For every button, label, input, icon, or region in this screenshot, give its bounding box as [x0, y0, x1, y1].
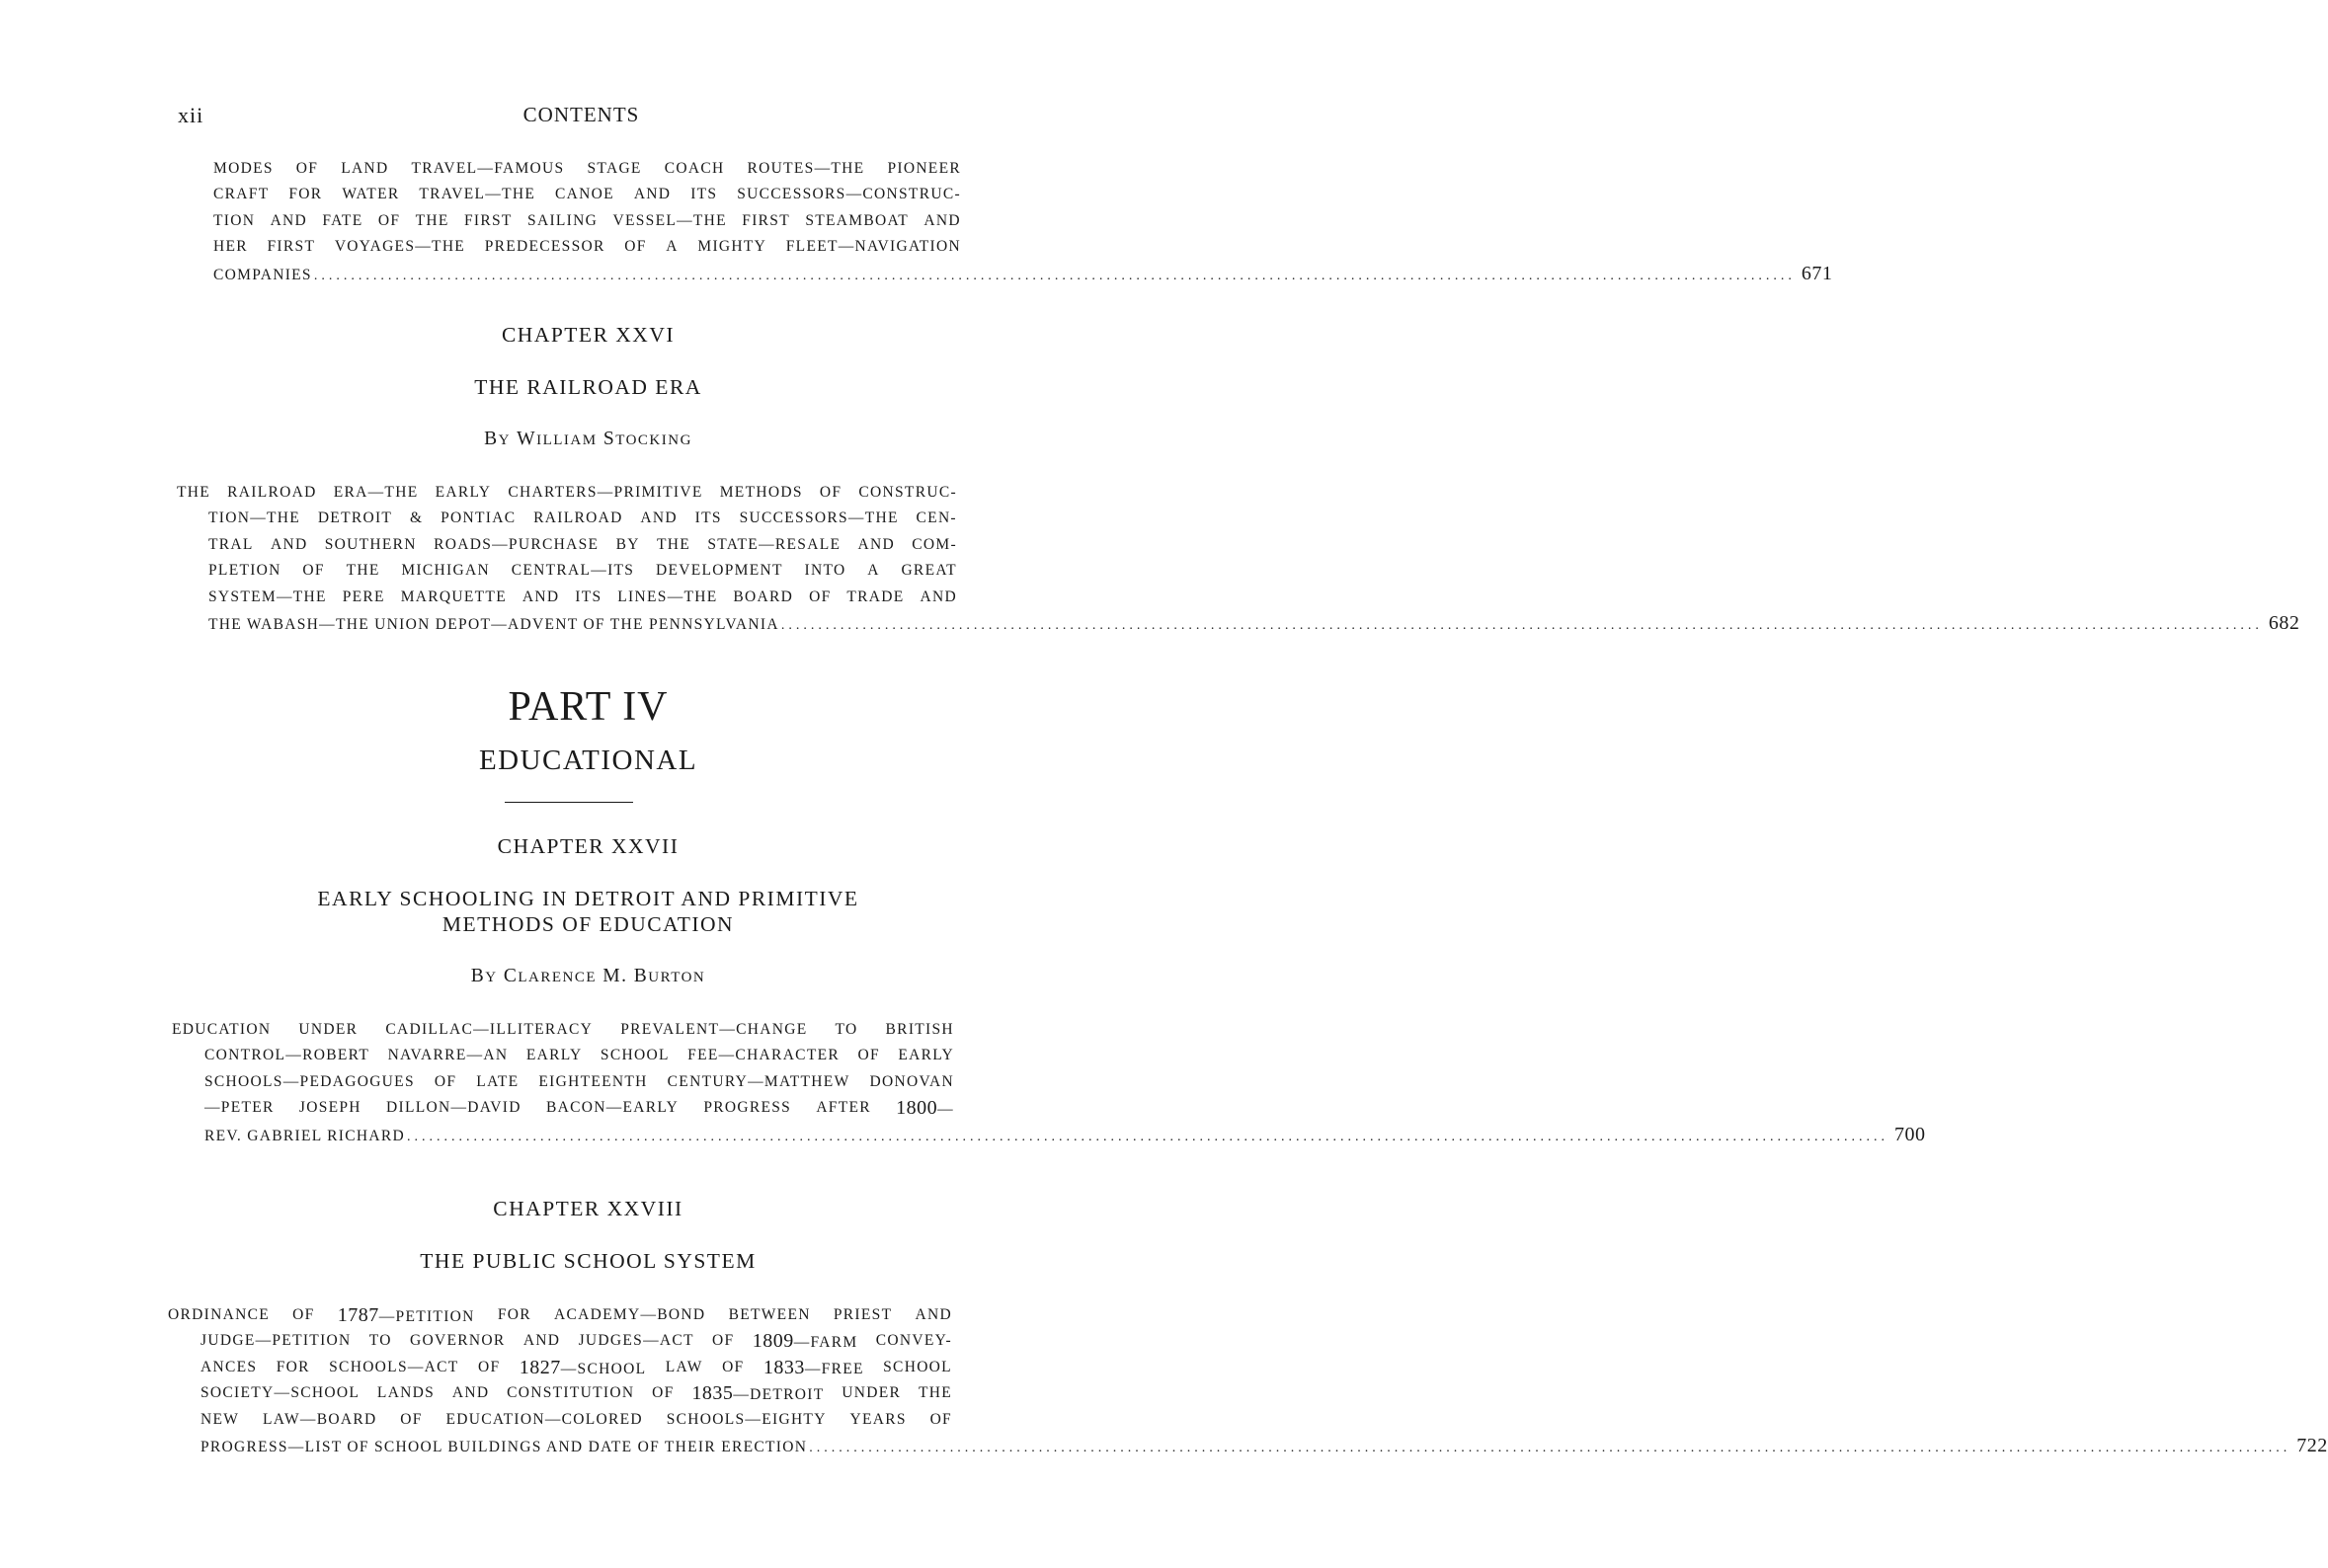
summary-word: CENTURY—MATTHEW [667, 1072, 850, 1090]
summary-word: SUCCESSORS—THE [739, 510, 899, 527]
summary-word: AND [522, 588, 560, 605]
summary-word: CONSTRUC- [858, 484, 957, 501]
leader-dots: ........................................................................................................................................................................................................ [809, 1440, 2291, 1455]
summary-word: FIRST [267, 238, 316, 256]
leader-dots: ........................................................................................................................................................................................................ [780, 617, 2263, 633]
summary-word: SOUTHERN [324, 535, 417, 553]
summary-last-text [201, 1435, 807, 1460]
chapter-xxviii-label: CHAPTER XXVIII [493, 1197, 683, 1220]
summary-word: GOVERNOR [410, 1332, 506, 1350]
chapter-xxv-summary [213, 156, 1833, 286]
summary-word: AND [270, 211, 308, 229]
summary-word: PROGRESS [703, 1099, 792, 1117]
chapter-xxvii-byline [0, 966, 1176, 987]
summary-word: VESSEL—THE [612, 211, 727, 229]
summary-word: ANCES [201, 1358, 258, 1375]
summary-word: CONTROL—ROBERT [204, 1047, 370, 1064]
summary-word: SCHOOLS—PEDAGOGUES [204, 1072, 415, 1090]
summary-word: LATE [476, 1072, 520, 1090]
summary-word: AND [915, 1306, 952, 1323]
summary-word: VOYAGES—THE [334, 238, 466, 256]
summary-word: BY [615, 535, 640, 553]
summary-word: ROADS—PURCHASE [434, 535, 600, 553]
summary-word: NEW [201, 1410, 240, 1428]
summary-line [177, 532, 957, 558]
summary-word: SYSTEM—THE [208, 588, 327, 605]
leader-dots: ........................................................................................................................................................................................................ [313, 268, 1796, 283]
summary-word: LAW [665, 1358, 703, 1375]
summary-word: INTO [804, 562, 846, 580]
summary-word: 1833—FREE [763, 1356, 864, 1378]
summary-word: LANDS [376, 1384, 436, 1402]
summary-word: ROUTES—THE [747, 160, 865, 177]
summary-line [213, 182, 961, 207]
summary-word: CHARTERS—PRIMITIVE [508, 484, 703, 501]
summary-word: OF [295, 160, 319, 177]
summary-word: 1809—FARM [752, 1330, 858, 1353]
summary-word: —PETER [204, 1099, 275, 1117]
summary-word: UNDER [842, 1384, 902, 1402]
summary-word: RAILROAD [533, 510, 623, 527]
summary-word: DEVELOPMENT [655, 562, 783, 580]
summary-word: TION—THE [208, 510, 301, 527]
summary-word: OF [712, 1332, 735, 1350]
summary-word: OF [434, 1072, 457, 1090]
summary-word: SAILING [527, 211, 599, 229]
summary-word: AND [270, 535, 308, 553]
summary-word: THE [346, 562, 380, 580]
summary-word: ITS [690, 186, 718, 203]
summary-word: FATE [322, 211, 363, 229]
summary-word: CENTRAL—ITS [511, 562, 635, 580]
summary-word: UNDER [298, 1021, 359, 1038]
summary-word: AND [923, 211, 961, 229]
summary-line [213, 208, 961, 234]
summary-line [168, 1380, 952, 1406]
summary-word: PREVALENT—CHANGE [620, 1021, 808, 1038]
summary-word: STATE—RESALE [707, 535, 842, 553]
summary-word: TRADE [846, 588, 905, 605]
summary-word: FLEET—NAVIGATION [785, 238, 961, 256]
summary-line [168, 1302, 952, 1328]
summary-word: OF [377, 211, 401, 229]
summary-word: LINES—THE [617, 588, 718, 605]
byline-by: BY [484, 429, 511, 449]
summary-word: SUCCESSORS—CONSTRUC- [737, 186, 961, 203]
summary-word: FIRST [742, 211, 790, 229]
summary-word: COACH [664, 160, 725, 177]
summary-word: CADILLAC—ILLITERACY [385, 1021, 594, 1038]
summary-word: TO [835, 1021, 858, 1038]
summary-last-line [213, 261, 1833, 286]
summary-word: WATER [342, 186, 400, 203]
summary-word: AND [920, 588, 957, 605]
summary-word: OF [400, 1410, 423, 1428]
summary-word: CANOE [555, 186, 614, 203]
page-reference: 682 [2268, 611, 2300, 634]
summary-word: OF [809, 588, 832, 605]
summary-word: PLETION [208, 562, 281, 580]
summary-word: TRAVEL—THE [419, 186, 536, 203]
summary-line [177, 558, 957, 584]
summary-word: OF [857, 1047, 880, 1064]
summary-word: EARLY [898, 1047, 954, 1064]
summary-word: DILLON—DAVID [386, 1099, 522, 1117]
summary-word: MODES [213, 160, 274, 177]
summary-word: DONOVAN [869, 1072, 954, 1090]
byline-author-last: BURTON [633, 966, 706, 986]
section-divider [505, 802, 633, 803]
summary-last-text [208, 612, 779, 638]
summary-word: FIRST [463, 211, 513, 229]
summary-word: MIGHTY [697, 238, 767, 256]
summary-line [177, 506, 957, 531]
byline-by: BY [470, 966, 498, 986]
summary-word: OF [929, 1410, 952, 1428]
summary-word: FEE—CHARACTER [687, 1047, 840, 1064]
summary-word: REV. GABRIEL RICHARD [204, 1127, 405, 1144]
summary-line [168, 1355, 952, 1380]
byline-author-first: WILLIAM [517, 429, 598, 449]
summary-word: EDUCATION [172, 1021, 272, 1038]
summary-word: OF [624, 238, 647, 256]
byline-author-middle: M. [602, 966, 628, 986]
summary-word: OF [292, 1306, 315, 1323]
summary-word: 1827—SCHOOL [519, 1356, 647, 1378]
summary-word: NAVARRE—AN [387, 1047, 509, 1064]
summary-line [168, 1328, 952, 1354]
summary-word: ERA—THE [333, 484, 419, 501]
summary-word: AND [640, 510, 678, 527]
summary-word: PRIEST [833, 1306, 893, 1323]
summary-word: A [666, 238, 679, 256]
summary-word: GREAT [901, 562, 957, 580]
summary-word: CONSTITUTION [507, 1384, 635, 1402]
summary-last-line [177, 610, 2300, 636]
page-reference: 722 [2296, 1434, 2328, 1456]
leader-dots: ........................................................................................................................................................................................................ [406, 1129, 1888, 1144]
summary-word: OF [722, 1358, 745, 1375]
chapter-xxvi-byline [0, 429, 1176, 450]
summary-word: MARQUETTE [400, 588, 507, 605]
chapter-xxvi-title: THE RAILROAD ERA [474, 375, 702, 399]
summary-word: TRAVEL—FAMOUS [411, 160, 565, 177]
summary-word: PONTIAC [441, 510, 517, 527]
summary-word: LAW—BOARD [262, 1410, 377, 1428]
summary-word: STAGE [587, 160, 642, 177]
page-number: xii [178, 103, 204, 127]
summary-word: PERE [342, 588, 385, 605]
summary-word: CRAFT [213, 186, 270, 203]
summary-word: STEAMBOAT [805, 211, 910, 229]
summary-word: LAND [341, 160, 389, 177]
running-title [0, 103, 1176, 127]
part-subtitle: EDUCATIONAL [478, 745, 698, 776]
summary-word: ITS [694, 510, 722, 527]
summary-line [177, 480, 957, 506]
summary-word: TO [368, 1332, 392, 1350]
chapter-xxvii-title-line2: METHODS OF EDUCATION [442, 912, 735, 936]
summary-word: AFTER [816, 1099, 871, 1117]
summary-word: JOSEPH [298, 1099, 361, 1117]
chapter-xxvii-summary [172, 1017, 1926, 1147]
summary-last-text [213, 263, 312, 288]
summary-word: 1835—DETROIT [691, 1382, 825, 1405]
summary-word: CEN- [916, 510, 957, 527]
summary-word: RAILROAD [227, 484, 317, 501]
summary-word: THE [918, 1384, 952, 1402]
summary-word: FOR [276, 1358, 310, 1375]
summary-word: FOR [497, 1306, 531, 1323]
summary-word: EIGHTEENTH [538, 1072, 648, 1090]
summary-last-line [168, 1433, 2328, 1458]
summary-word: AND [633, 186, 672, 203]
summary-line [213, 234, 961, 260]
summary-word: PREDECESSOR [484, 238, 605, 256]
summary-word: SCHOOL [883, 1358, 952, 1375]
chapter-xxvii-label: CHAPTER XXVII [497, 834, 680, 858]
summary-word: BETWEEN [728, 1306, 811, 1323]
byline-author-last: STOCKING [602, 429, 692, 449]
summary-line [172, 1069, 954, 1095]
summary-word: MICHIGAN [401, 562, 490, 580]
summary-word: ACADEMY—BOND [554, 1306, 706, 1323]
summary-word: SOCIETY—SCHOOL [201, 1384, 361, 1402]
summary-word: METHODS [719, 484, 803, 501]
summary-word: DETROIT [317, 510, 393, 527]
summary-word: HER [213, 238, 248, 256]
summary-word: EARLY [435, 484, 492, 501]
summary-word: OF [819, 484, 843, 501]
summary-word: TRAL [208, 535, 254, 553]
page-reference: 671 [1801, 262, 1833, 284]
summary-word: 1800— [896, 1097, 954, 1120]
summary-line [168, 1407, 952, 1433]
summary-word: AND [857, 535, 895, 553]
summary-word: PROGRESS—LIST OF SCHOOL BUILDINGS AND DATE OF THEIR ERECTION [201, 1438, 808, 1455]
part-heading: PART IV [508, 684, 669, 730]
summary-word: FOR [288, 186, 323, 203]
summary-word: AND [451, 1384, 490, 1402]
summary-line [172, 1043, 954, 1068]
summary-line [213, 156, 961, 182]
summary-word: THE [657, 535, 691, 553]
summary-word: OF [652, 1384, 675, 1402]
chapter-xxvii-title-line1: EARLY SCHOOLING IN DETROIT AND PRIMITIVE [317, 887, 859, 910]
summary-word: OF [477, 1358, 501, 1375]
summary-last-line [172, 1122, 1926, 1147]
summary-line [177, 585, 957, 610]
summary-line [172, 1017, 954, 1043]
page-reference: 700 [1893, 1123, 1926, 1145]
summary-word: BOARD [733, 588, 794, 605]
summary-word: 1787—PETITION [337, 1304, 475, 1326]
summary-word: OF [302, 562, 325, 580]
summary-word: THE [415, 211, 449, 229]
summary-word: YEARS [849, 1410, 907, 1428]
summary-line [172, 1095, 954, 1121]
summary-word: A [867, 562, 880, 580]
chapter-xxviii-summary [168, 1302, 2328, 1458]
summary-word: BRITISH [885, 1021, 954, 1038]
summary-word: PIONEER [887, 160, 961, 177]
running-title-text: CONTENTS [522, 103, 640, 126]
summary-word: COM- [912, 535, 957, 553]
summary-last-text [204, 1124, 405, 1149]
summary-word: & [409, 510, 424, 527]
summary-word: ITS [575, 588, 602, 605]
summary-word: BACON—EARLY [545, 1099, 680, 1117]
summary-word: THE WABASH—THE UNION DEPOT—ADVENT OF THE PENNSYLVANIA [208, 615, 779, 633]
summary-word: THE [177, 484, 211, 501]
byline-author-first: CLARENCE [503, 966, 598, 986]
summary-word: EDUCATION—COLORED [445, 1410, 643, 1428]
summary-word: SCHOOL [600, 1047, 670, 1064]
chapter-xxvi-label: CHAPTER XXVI [501, 323, 676, 347]
summary-word: EARLY [525, 1047, 583, 1064]
summary-word: SCHOOLS—ACT [329, 1358, 459, 1375]
summary-word: SCHOOLS—EIGHTY [666, 1410, 827, 1428]
chapter-xxvi-summary [177, 480, 2300, 636]
summary-word: CONVEY- [875, 1332, 952, 1350]
summary-word: TION [213, 211, 256, 229]
summary-word: ORDINANCE [168, 1306, 270, 1323]
summary-word: AND [522, 1332, 561, 1350]
summary-word: JUDGE—PETITION [201, 1332, 352, 1350]
summary-word: COMPANIES [213, 266, 312, 283]
summary-word: JUDGES—ACT [578, 1332, 694, 1350]
chapter-xxviii-title: THE PUBLIC SCHOOL SYSTEM [420, 1249, 757, 1273]
